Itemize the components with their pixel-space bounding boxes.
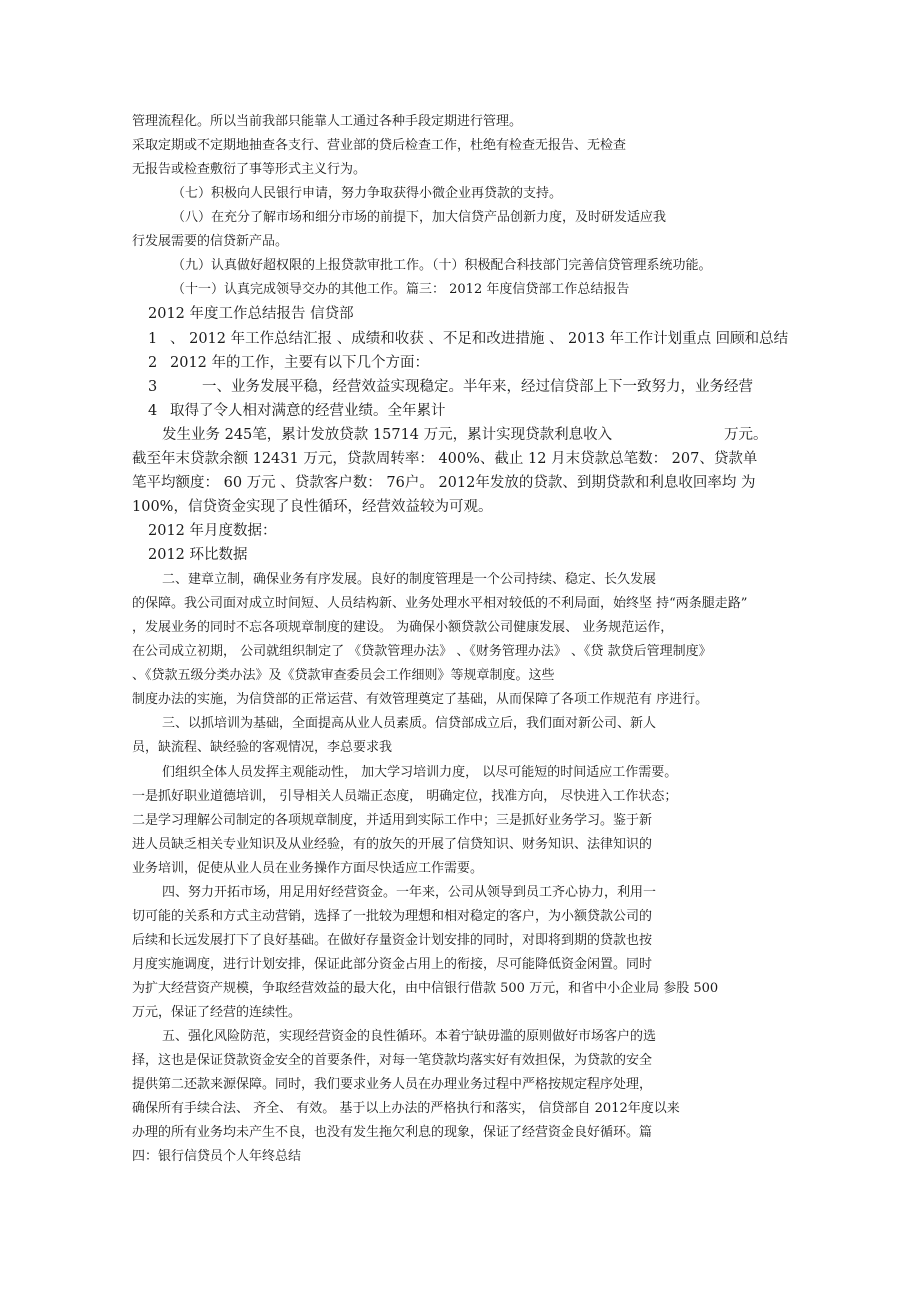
text-line: 二是学习理解公司制定的各项规章制度，并适用到实际工作中；三是抓好业务学习。鉴于新 xyxy=(132,813,653,828)
text-line: 一、业务发展平稳，经营效益实现稳定。半年来，经过信贷部上下一致努力，业务经营 xyxy=(202,379,753,395)
text-line: 2012 年的工作，主要有以下几个方面： xyxy=(170,355,430,371)
text-line: 提供第二还款来源保障。同时，我们要求业务人员在办理业务过程中严格按规定程序处理， xyxy=(132,1077,653,1092)
text-line: 办理的所有业务均未产生不良，也没有发生拖欠利息的现象，保证了经营资金良好循环。篇 xyxy=(132,1125,653,1140)
text-line: 制度办法的实施，为信贷部的正常运营、有效管理奠定了基础，从而保障了各项工作规范有 序进行。 xyxy=(132,692,709,707)
text-line: 四：银行信贷员个人年终总结 xyxy=(132,1149,302,1164)
text-line: 后续和长远发展打下了良好基础。在做好存量资金计划安排的同时，对即将到期的贷款也按 xyxy=(132,933,653,948)
text-line: 三、以抓培训为基础，全面提高从业人员素质。信贷部成立后，我们面对新公司、新人 xyxy=(162,716,657,731)
text-line: 100%，信贷资金实现了良性循环，经营效益较为可观。 xyxy=(132,499,493,515)
text-line: 四、努力开拓市场，用足用好经营资金。一年来，公司从领导到员工齐心协力，利用一 xyxy=(162,885,657,900)
text-line: 2012 环比数据 xyxy=(148,547,248,563)
text-line: 2012 年月度数据： xyxy=(148,523,277,539)
text-line: 为扩大经营资产规模，争取经营效益的最大化，由中信银行借款 500 万元，和省中小企业局 参股 500 xyxy=(132,981,719,996)
text-line: 万元，保证了经营的连续性。 xyxy=(132,1005,302,1020)
text-line: （九）认真做好超权限的上报贷款审批工作。（十）积极配合科技部门完善信贷管理系统功能。 xyxy=(172,258,712,273)
list-number: 1 xyxy=(148,331,158,347)
list-number: 2 xyxy=(148,355,158,371)
text-line: ，发展业务的同时不忘各项规章制度的建设。 为确保小额贷款公司健康发展、 业务规范运作， xyxy=(132,620,674,635)
text-line: 发生业务 245笔，累计发放贷款 15714 万元，累计实现贷款利息收入 xyxy=(162,427,613,443)
text-line: 取得了令人相对满意的经营业绩。全年累计 xyxy=(170,403,446,419)
text-line: 们组织全体人员发挥主观能动性， 加大学习培训力度， 以尽可能短的时间适应工作需要。 xyxy=(162,765,678,780)
text-line: 员，缺流程、缺经验的客观情况，李总要求我 xyxy=(132,740,393,755)
text-line: 月度实施调度，进行计划安排，保证此部分资金占用上的衔接，尽可能降低资金闲置。同时 xyxy=(132,957,653,972)
text-line: 进人员缺乏相关专业知识及从业经验，有的放矢的开展了信贷知识、财务知识、法律知识的 xyxy=(132,837,653,852)
list-number: 3 xyxy=(148,379,158,395)
text-line: 管理流程化。所以当前我部只能靠人工通过各种手段定期进行管理。 xyxy=(132,114,523,129)
text-line: 、《贷款五级分类办法》及《贷款审查委员会工作细则》等规章制度。这些 xyxy=(132,668,555,683)
text-line: 二、建章立制，确保业务有序发展。良好的制度管理是一个公司持续、稳定、长久发展 xyxy=(162,572,657,587)
report-heading: 2012 年度工作总结报告 信贷部 xyxy=(148,306,354,322)
text-line: 万元。 xyxy=(724,427,768,443)
text-line: 在公司成立初期， 公司就组织制定了 《贷款管理办法》 、《财务管理办法》 、《贷 款贷后管理制度》 xyxy=(132,644,712,659)
text-line: 业务培训，促使从业人员在业务操作方面尽快适应工作需要。 xyxy=(132,861,484,876)
list-number: 4 xyxy=(148,403,158,419)
text-line: 的保障。我公司面对成立时间短、人员结构新、业务处理水平相对较低的不利局面，始终坚 持“两条腿走路” xyxy=(132,596,748,611)
text-line: 采取定期或不定期地抽查各支行、营业部的贷后检查工作，杜绝有检查无报告、无检查 xyxy=(132,138,627,153)
text-line: （十一）认真完成领导交办的其他工作。篇三： 2012 年度信贷部工作总结报告 xyxy=(172,282,630,297)
text-line: （八）在充分了解市场和细分市场的前提下，加大信贷产品创新力度，及时研发适应我 xyxy=(172,210,667,225)
text-line: 确保所有手续合法、 齐全、 有效。 基于以上办法的严格执行和落实， 信贷部自 2012年度以来 xyxy=(132,1101,680,1116)
text-line: 五、强化风险防范，实现经营资金的良性循环。本着宁缺毋滥的原则做好市场客户的选 xyxy=(162,1029,657,1044)
text-line: 截至年末贷款余额 12431 万元，贷款周转率： 400%、截止 12 月末贷款总笔数： 207、贷款单 xyxy=(132,451,758,467)
text-line: 、 2012 年工作总结汇报 、成绩和收获 、不足和改进措施 、 2013 年工作计划重点 回顾和总结 xyxy=(170,331,789,347)
text-line: （七）积极向人民银行申请，努力争取获得小微企业再贷款的支持。 xyxy=(172,186,563,201)
text-line: 笔平均额度： 60 万元 、贷款客户数： 76户。 2012年发放的贷款、到期贷款和利息收回率均 为 xyxy=(132,475,756,491)
text-line: 择，这也是保证贷款资金安全的首要条件，对每一笔贷款均落实好有效担保，为贷款的安全 xyxy=(132,1053,653,1068)
text-line: 行发展需要的信贷新产品。 xyxy=(132,234,289,249)
text-line: 无报告或检查敷衍了事等形式主义行为。 xyxy=(132,162,367,177)
text-line: 切可能的关系和方式主动营销，选择了一批较为理想和相对稳定的客户，为小额贷款公司的 xyxy=(132,909,653,924)
text-line: 一是抓好职业道德培训， 引导相关人员端正态度， 明确定位，找准方向， 尽快进入工作状态； xyxy=(132,789,678,804)
